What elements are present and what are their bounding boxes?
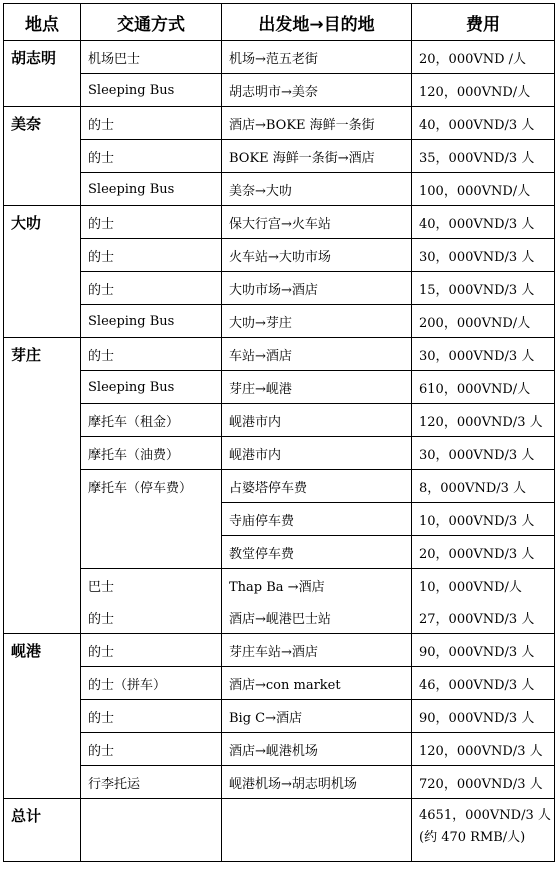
location-cell: 芽庄 <box>4 338 81 634</box>
route-cell: 大叻→芽庄 <box>222 305 412 338</box>
location-cell: 美奈 <box>4 107 81 206</box>
table-row <box>4 667 555 700</box>
table-row <box>4 371 555 404</box>
transport-cell: 的士 <box>81 601 222 634</box>
table-row <box>4 272 555 305</box>
cost-cell: 20，000VND /人 <box>412 41 555 74</box>
table-row <box>4 173 555 206</box>
total-transport-empty <box>81 799 222 862</box>
transport-cell: 机场巴士 <box>81 41 222 74</box>
header-route: 出发地→目的地 <box>222 4 412 41</box>
total-label: 总计 <box>4 799 81 862</box>
route-cell: 大叻市场→酒店 <box>222 272 412 305</box>
transport-cell: Sleeping Bus <box>81 74 222 107</box>
cost-cell: 35，000VND/3 人 <box>412 140 555 173</box>
table-row <box>4 470 555 503</box>
route-cell: 机场→范五老街 <box>222 41 412 74</box>
transport-cell: Sleeping Bus <box>81 173 222 206</box>
route-cell: 保大行宫→火车站 <box>222 206 412 239</box>
table-row <box>4 601 555 634</box>
route-cell: BOKE 海鲜一条街→酒店 <box>222 140 412 173</box>
route-cell: 胡志明市→美奈 <box>222 74 412 107</box>
transport-cell: 的士 <box>81 700 222 733</box>
cost-cell: 46，000VND/3 人 <box>412 667 555 700</box>
total-cost-rmb: (约 470 RMB/人) <box>419 830 526 845</box>
cost-cell: 8，000VND/3 人 <box>412 470 555 503</box>
total-route-empty <box>222 799 412 862</box>
location-cell: 岘港 <box>4 634 81 799</box>
transport-cell: 摩托车（油费） <box>81 437 222 470</box>
cost-cell: 30，000VND/3 人 <box>412 239 555 272</box>
cost-cell: 90，000VND/3 人 <box>412 634 555 667</box>
table-row <box>4 107 555 140</box>
route-cell: 寺庙停车费 <box>222 503 412 536</box>
table-row <box>4 338 555 371</box>
transport-cost-table <box>3 3 555 862</box>
cost-cell: 10，000VND/3 人 <box>412 503 555 536</box>
cost-cell: 20，000VND/3 人 <box>412 536 555 569</box>
route-cell: Big C→酒店 <box>222 700 412 733</box>
table-row <box>4 206 555 239</box>
header-location: 地点 <box>4 4 81 41</box>
table-row <box>4 766 555 799</box>
total-cost-vnd: 4651，000VND/3 人 <box>419 808 551 823</box>
header-row <box>4 4 555 41</box>
header-cost: 费用 <box>412 4 555 41</box>
transport-cell: 的士 <box>81 206 222 239</box>
cost-cell: 30，000VND/3 人 <box>412 338 555 371</box>
cost-cell: 120，000VND/3 人 <box>412 733 555 766</box>
route-cell: 占婆塔停车费 <box>222 470 412 503</box>
cost-cell: 27，000VND/3 人 <box>412 601 555 634</box>
table-row <box>4 733 555 766</box>
location-cell: 大叻 <box>4 206 81 338</box>
cost-cell: 40，000VND/3 人 <box>412 206 555 239</box>
table-row <box>4 437 555 470</box>
route-cell: 酒店→岘港机场 <box>222 733 412 766</box>
table-row <box>4 140 555 173</box>
transport-cell: 的士 <box>81 272 222 305</box>
table-row <box>4 74 555 107</box>
cost-cell: 610，000VND/人 <box>412 371 555 404</box>
route-cell: 酒店→岘港巴士站 <box>222 601 412 634</box>
cost-cell: 30，000VND/3 人 <box>412 437 555 470</box>
transport-cell: 行李托运 <box>81 766 222 799</box>
route-cell: 岘港机场→胡志明机场 <box>222 766 412 799</box>
cost-cell: 120，000VND/3 人 <box>412 404 555 437</box>
cost-cell: 120，000VND/人 <box>412 74 555 107</box>
route-cell: 车站→酒店 <box>222 338 412 371</box>
cost-cell: 40，000VND/3 人 <box>412 107 555 140</box>
route-cell: 芽庄车站→酒店 <box>222 634 412 667</box>
route-cell: 酒店→BOKE 海鲜一条街 <box>222 107 412 140</box>
cost-cell: 15，000VND/3 人 <box>412 272 555 305</box>
route-cell: Thap Ba →酒店 <box>222 569 412 602</box>
transport-cell: 的士（拼车） <box>81 667 222 700</box>
transport-cell: Sleeping Bus <box>81 305 222 338</box>
table-row <box>4 700 555 733</box>
route-cell: 芽庄→岘港 <box>222 371 412 404</box>
route-cell: 美奈→大叻 <box>222 173 412 206</box>
transport-cell: 的士 <box>81 107 222 140</box>
cost-cell: 90，000VND/3 人 <box>412 700 555 733</box>
table-row <box>4 239 555 272</box>
route-cell: 酒店→con market <box>222 667 412 700</box>
location-cell: 胡志明 <box>4 41 81 107</box>
transport-cell: 摩托车（停车费） <box>81 470 222 569</box>
total-row <box>4 799 555 862</box>
table-row <box>4 305 555 338</box>
cost-cell: 720，000VND/3 人 <box>412 766 555 799</box>
table-row <box>4 41 555 74</box>
transport-cell: 巴士 <box>81 569 222 602</box>
transport-cell: 的士 <box>81 733 222 766</box>
cost-cell: 200，000VND/人 <box>412 305 555 338</box>
table-row <box>4 569 555 602</box>
route-cell: 岘港市内 <box>222 404 412 437</box>
route-cell: 岘港市内 <box>222 437 412 470</box>
table-row <box>4 634 555 667</box>
table-row <box>4 404 555 437</box>
cost-cell: 10，000VND/人 <box>412 569 555 602</box>
total-cost <box>412 799 555 862</box>
route-cell: 教堂停车费 <box>222 536 412 569</box>
route-cell: 火车站→大叻市场 <box>222 239 412 272</box>
transport-cell: 的士 <box>81 239 222 272</box>
transport-cell: Sleeping Bus <box>81 371 222 404</box>
header-transport: 交通方式 <box>81 4 222 41</box>
transport-cell: 摩托车（租金） <box>81 404 222 437</box>
transport-cell: 的士 <box>81 338 222 371</box>
transport-cell: 的士 <box>81 634 222 667</box>
transport-cell: 的士 <box>81 140 222 173</box>
cost-cell: 100，000VND/人 <box>412 173 555 206</box>
